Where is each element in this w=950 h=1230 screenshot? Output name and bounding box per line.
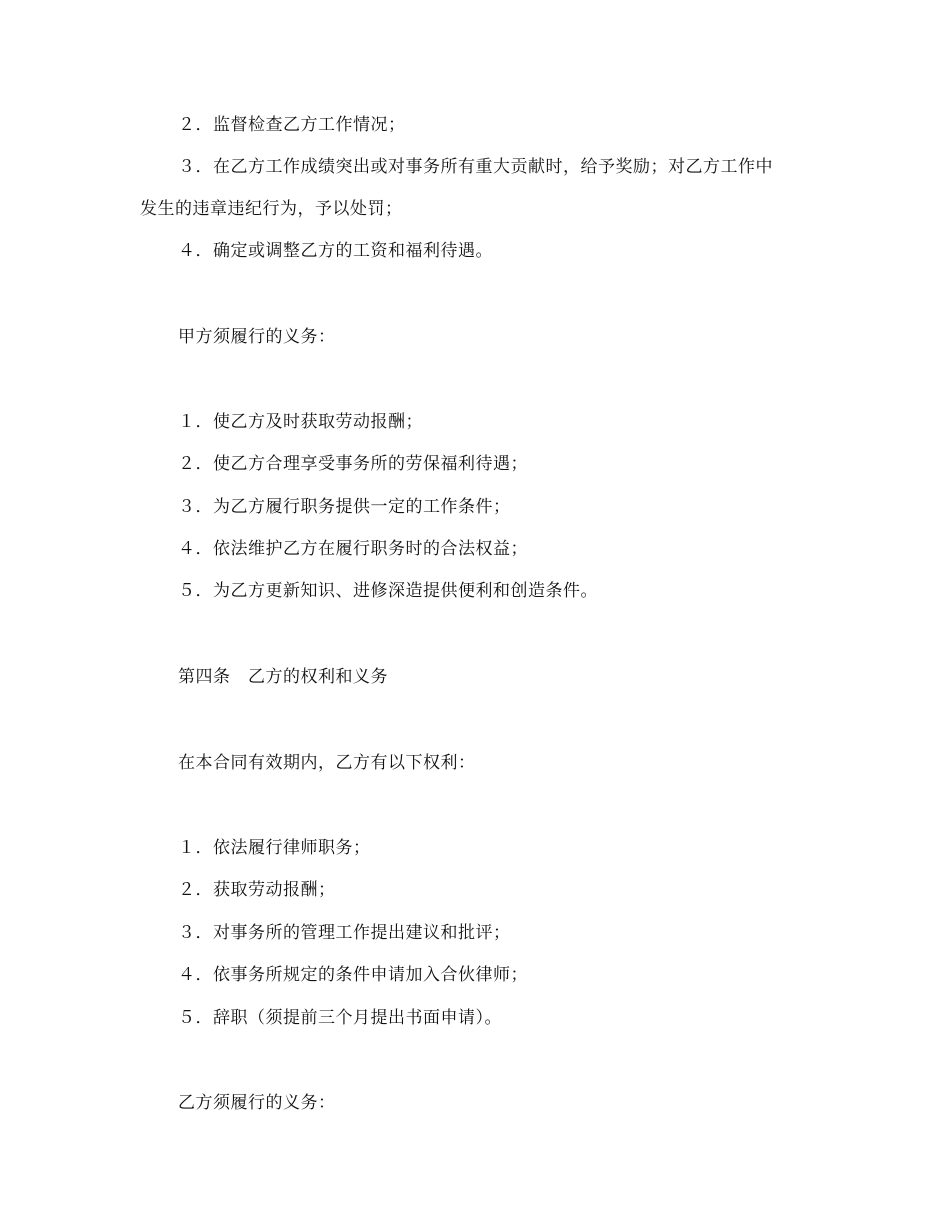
list-item: ２．获取劳动报酬； bbox=[178, 880, 336, 900]
article-title: 第四条 乙方的权利和义务 bbox=[178, 667, 388, 687]
list-item: ４．依法维护乙方在履行职务时的合法权益； bbox=[178, 539, 528, 559]
section-heading: 甲方须履行的义务： bbox=[178, 327, 336, 347]
list-item: ２．使乙方合理享受事务所的劳保福利待遇； bbox=[178, 454, 528, 474]
section-heading: 乙方须履行的义务： bbox=[178, 1093, 336, 1113]
list-item: ５．辞职（须提前三个月提出书面申请）。 bbox=[178, 1008, 502, 1028]
list-item: ５．为乙方更新知识、进修深造提供便利和创造条件。 bbox=[178, 581, 598, 601]
section-heading: 在本合同有效期内，乙方有以下权利： bbox=[178, 753, 476, 773]
paragraph-line: 发生的违章违纪行为，予以处罚； bbox=[140, 199, 403, 219]
paragraph-line: ３．在乙方工作成绩突出或对事务所有重大贡献时，给予奖励；对乙方工作中 bbox=[178, 157, 773, 177]
list-item: １．依法履行律师职务； bbox=[178, 838, 371, 858]
list-item: ４．依事务所规定的条件申请加入合伙律师； bbox=[178, 965, 528, 985]
list-item: １．使乙方及时获取劳动报酬； bbox=[178, 412, 423, 432]
paragraph-line: ４．确定或调整乙方的工资和福利待遇。 bbox=[178, 241, 493, 261]
paragraph-line: ２．监督检查乙方工作情况； bbox=[178, 115, 406, 135]
list-item: ３．对事务所的管理工作提出建议和批评； bbox=[178, 923, 511, 943]
list-item: ３．为乙方履行职务提供一定的工作条件； bbox=[178, 497, 511, 517]
